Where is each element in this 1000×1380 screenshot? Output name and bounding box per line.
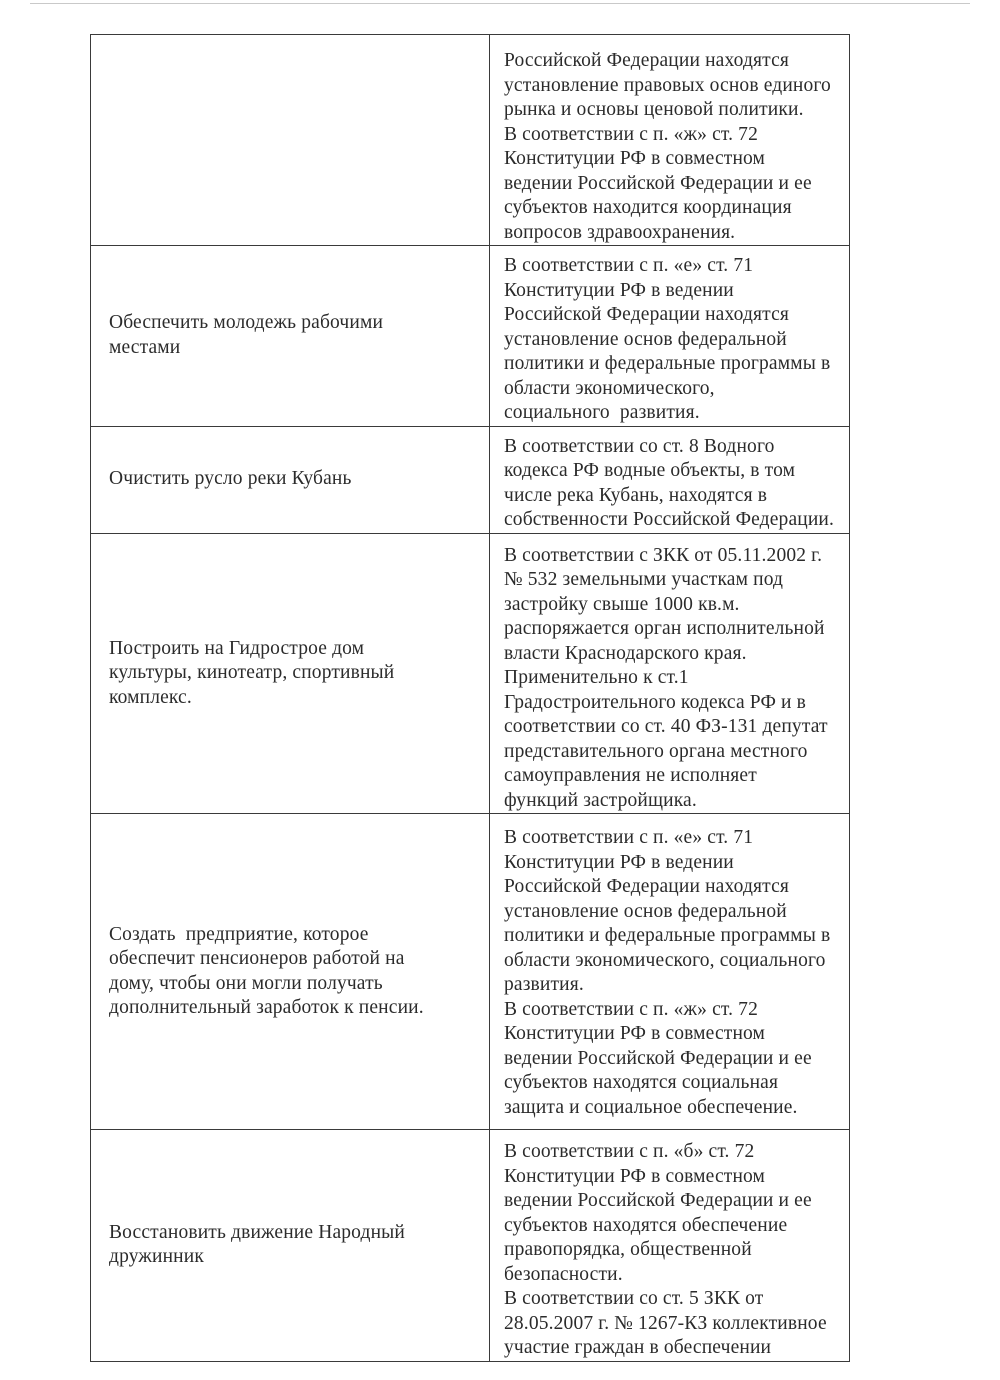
legal-basis-text-line: В соответствии с п. «е» ст. 71 [504,255,754,276]
legal-basis-text-line: рынка и основы ценовой политики. [504,99,804,120]
legal-basis-text-line: власти Краснодарского края. [504,642,747,664]
request-text-line: Восстановить движение Народный [109,1221,405,1243]
legal-basis-text-line: участие граждан в обеспечении [504,1337,772,1358]
legal-basis-text-line: В соответствии с ЗКК от 05.11.2002 г. [504,544,823,566]
legal-basis-text-line: В соответствии со ст. 5 ЗКК от [504,1288,764,1309]
legal-basis-text-line: безопасности. [504,1263,623,1285]
legal-basis-text-line: правопорядка, общественной [504,1239,752,1260]
request-cell [91,814,490,1130]
legal-basis-text-line: В соответствии с п. «б» ст. 72 [504,1141,755,1162]
legal-table-body [91,35,850,1362]
legal-basis-text-line: политики и федеральные программы в [504,925,831,946]
request-text-line: культуры, кинотеатр, спортивный [109,662,395,683]
table-row [91,533,850,814]
legal-basis-text-line: защита и социальное обеспечение. [504,1096,798,1118]
request-text-line: Обеспечить молодежь рабочими [109,312,384,334]
request-cell [91,246,490,427]
legal-basis-text-line: представительного органа местного [504,740,808,762]
legal-basis-text-line: распоряжается орган исполнительной [504,618,825,639]
request-cell [91,1130,490,1362]
legal-basis-text-line: соответствии со ст. 40 ФЗ-131 депутат [504,716,828,737]
request-text-line: комплекс. [109,686,192,708]
legal-basis-text-line: развития. [504,974,584,995]
legal-basis-text-line: Градостроительного кодекса РФ и в [504,691,807,713]
legal-basis-text-line: области экономического, [504,377,715,399]
legal-basis-cell [490,1130,850,1362]
table-row [91,35,850,246]
request-text-line: дому, чтобы они могли получать [109,972,383,994]
legal-basis-text-line: Конституции РФ в ведении [504,851,734,873]
legal-basis-text-line: субъектов находятся обеспечение [504,1214,788,1236]
legal-basis-text-line: 28.05.2007 г. № 1267-КЗ коллективное [504,1312,827,1334]
legal-basis-text-line: числе река Кубань, находятся в [504,484,768,506]
legal-basis-cell [490,35,850,246]
legal-basis-text-line: В соответствии со ст. 8 Водного [504,435,775,457]
legal-basis-text-line: субъектов находится координация [504,197,792,218]
legal-basis-text-line: Конституции РФ в совместном [504,1165,766,1187]
request-cell [91,533,490,814]
legal-basis-text-line: собственности Российской Федерации. [504,509,835,530]
legal-basis-text-line: Конституции РФ в совместном [504,148,766,169]
request-text-line: Построить на Гидрострое дом [109,637,365,659]
table-row [91,814,850,1130]
legal-basis-text-line: функций застройщика. [504,789,697,811]
legal-basis-text-line: застройку свыше 1000 кв.м. [504,593,740,615]
request-text-line: дружинник [109,1246,204,1268]
legal-basis-text-line: Российской Федерации находятся [504,50,790,71]
legal-basis-text-line: ведении Российской Федерации и ее [504,172,812,194]
legal-basis-text-line: Российской Федерации находятся [504,304,790,325]
scan-edge-line [30,3,970,4]
legal-basis-cell [490,533,850,814]
legal-basis-text-line: ведении Российской Федерации и ее [504,1190,812,1211]
legal-basis-text-line: Применительно к ст.1 [504,667,689,688]
request-cell [91,35,490,246]
request-text-line: обеспечит пенсионеров работой на [109,948,405,969]
table-row [91,246,850,427]
legal-basis-text-line: В соответствии с п. «ж» ст. 72 [504,998,758,1020]
legal-basis-text-line: области экономического, социального [504,949,826,971]
legal-basis-text-line: Конституции РФ в совместном [504,1023,766,1044]
request-text-line: дополнительный заработок к пенсии. [109,997,424,1018]
legal-table [90,34,850,1362]
legal-basis-text-line: вопросов здравоохранения. [504,221,736,243]
legal-basis-text-line: В соответствии с п. «ж» ст. 72 [504,123,758,145]
table-row [91,426,850,533]
legal-basis-text-line: субъектов находятся социальная [504,1072,779,1093]
legal-basis-text-line: социального развития. [504,402,700,423]
legal-basis-text-line: кодекса РФ водные объекты, в том [504,460,796,481]
legal-basis-text-line: установление основ федеральной [504,328,787,350]
legal-basis-text-line: самоуправления не исполняет [504,765,757,786]
legal-basis-cell [490,426,850,533]
legal-basis-text-line: установление правовых основ единого [504,74,831,96]
request-text-line: местами [109,336,181,358]
legal-basis-text-line: ведении Российской Федерации и ее [504,1047,812,1069]
legal-basis-text-line: Российской Федерации находятся [504,876,790,897]
legal-basis-cell [490,246,850,427]
request-text-line: Очистить русло реки Кубань [109,468,352,490]
legal-basis-cell [490,814,850,1130]
legal-basis-text-line: В соответствии с п. «е» ст. 71 [504,827,754,848]
legal-basis-text-line: № 532 земельными участкам под [504,569,784,590]
table-row [91,1130,850,1362]
legal-basis-text-line: Конституции РФ в ведении [504,279,734,301]
request-text-line: Создать предприятие, которое [109,923,369,945]
legal-basis-text-line: политики и федеральные программы в [504,353,831,374]
request-cell [91,426,490,533]
legal-basis-text-line: установление основ федеральной [504,900,787,922]
